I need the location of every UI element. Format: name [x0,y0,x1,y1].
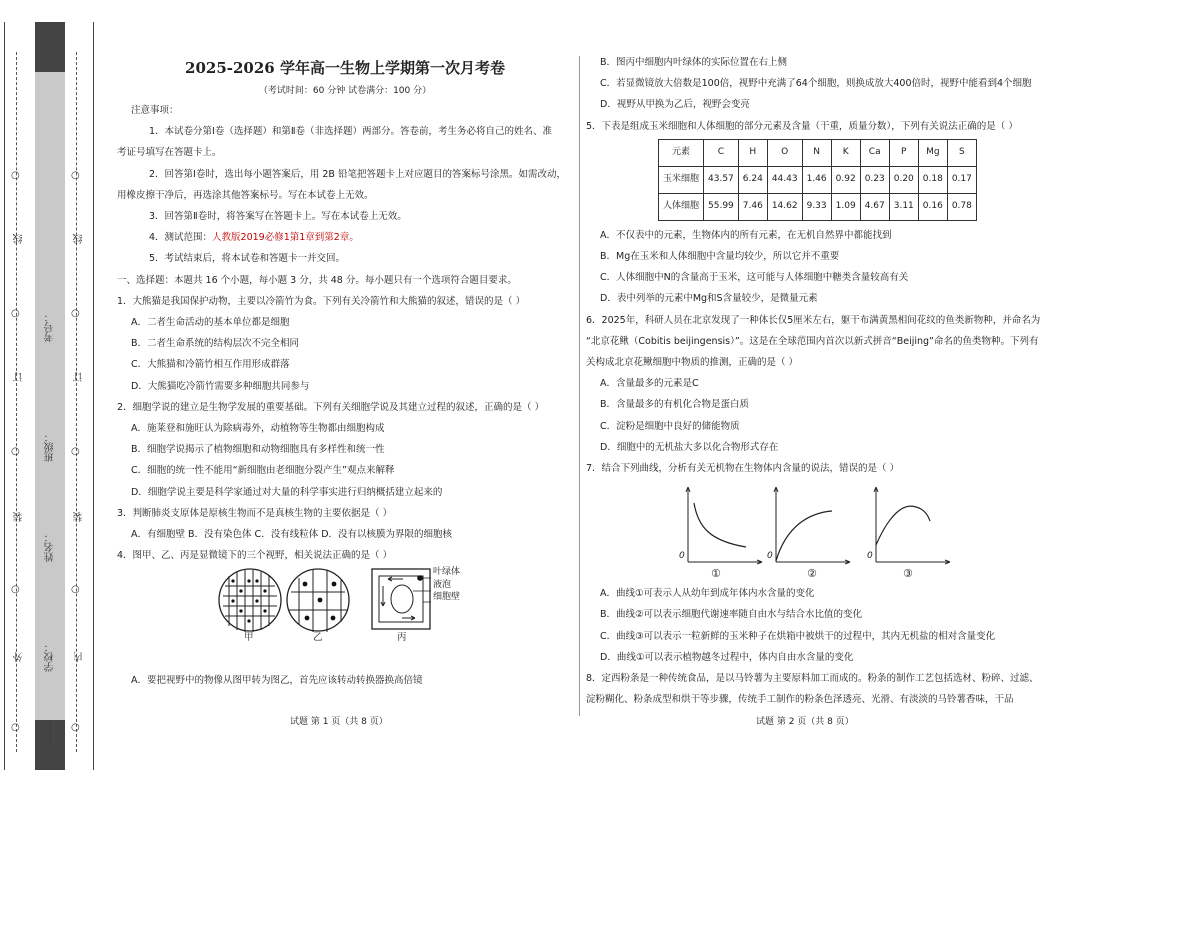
circle-mark: ○ [11,722,20,733]
exam-subtitle: （考试时间：60 分钟 试卷满分：100 分） [258,86,432,96]
q4-option-c: C．若显微镜放大倍数是100倍，视野中充满了64个细胞，则换成放大400倍时，视野中能看到4个细胞 [600,78,1032,90]
mark-ding-inner: 订 [74,372,85,382]
table-cell: 0.20 [889,166,918,193]
circle-mark: ○ [71,308,80,319]
notice-5: 5．考试结束后，将本试卷和答题卡一并交回。 [149,253,346,265]
q6-option-c: C．淀粉是细胞中良好的储能物质 [600,420,740,432]
table-cell: 3.11 [889,193,918,220]
microscope-figure [117,566,573,670]
microscope-svg [117,566,573,670]
table-header-cell: H [738,139,767,166]
q7-option-b: B．曲线②可以表示细胞代谢速率随自由水与结合水比值的变化 [600,609,863,621]
page-1-footer: 试题 第 1 页（共 8 页） [290,717,388,727]
label-chloroplast: 叶绿体 [433,567,461,578]
table-cell: 55.99 [704,193,739,220]
table-row [659,193,977,220]
table-cell: 0.16 [918,193,947,220]
inner-dash-line [76,52,77,752]
table-cell: 43.57 [704,166,739,193]
table-header-cell: N [802,139,831,166]
page-divider [579,56,580,716]
table-cell: 玉米细胞 [659,166,704,193]
q2-option-b: B．细胞学说揭示了植物细胞和动物细胞具有多样性和统一性 [131,444,385,456]
label-yi: 乙 [313,632,323,644]
label-vacuole: 液泡 [433,580,452,591]
circle-mark: ○ [71,170,80,181]
table-header-cell: O [767,139,802,166]
table-cell: 0.18 [918,166,947,193]
q2-option-a: A．施莱登和施旺认为除病毒外，动植物等生物都由细胞构成 [131,423,385,435]
graph-1 [686,487,762,564]
question-1: 1．大熊猫是我国保护动物，主要以冷箭竹为食。下列有关冷箭竹和大熊猫的叙述，错误的是（ ） [117,295,526,307]
table-row [659,166,977,193]
class-label: 班级： [45,432,56,462]
q6-option-a: A．含量最多的元素是C [600,378,699,390]
table-cell: 7.46 [738,193,767,220]
q5-option-b: B．Mg在玉米和人体细胞中含量均较少，所以它并不重要 [600,251,840,263]
q5-option-d: D．表中列举的元素中Mg和S含量较少，是微量元素 [600,293,818,305]
question-6-line3: 关构成北京花鳅细胞中物质的推测，正确的是（ ） [586,357,799,369]
notice-1b: 考证号填写在答题卡上。 [117,147,222,159]
notice-head: 注意事项： [131,105,179,116]
circle-mark: ○ [11,446,20,457]
table-cell: 1.09 [831,193,860,220]
binding-dots: …… [43,722,54,742]
question-7: 7．结合下列曲线，分析有关无机物在生物体内含量的说法，错误的是（ ） [586,463,900,475]
graph-3-label: ③ [903,567,913,581]
graph-2-origin: 0 [767,551,773,562]
graph-2-label: ② [807,567,817,581]
name-label: 姓名： [45,532,56,562]
mark-nei: 内 [74,652,85,662]
question-8-line2: 淀粉糊化、粉条成型和烘干等步骤，传统手工制作的粉条色泽透亮、光滑、有淡淡的马铃薯香味，干品 [586,694,1014,706]
q1-option-a: A．二者生命活动的基本单位都是细胞 [131,317,290,329]
notice-2b: 用橡皮擦干净后，再选涂其他答案标号。写在本试卷上无效。 [117,189,374,201]
notice-2a: 2．回答第Ⅰ卷时，选出每小题答案后，用 2B 铅笔把答题卡上对应题目的答案标号涂黑。如需改动， [149,168,566,180]
table-header-cell: Mg [918,139,947,166]
q4-option-d: D．视野从甲换为乙后，视野会变亮 [600,99,750,111]
graph-1-label: ① [711,567,721,581]
q7-option-c: C．曲线③可以表示一粒新鲜的玉米种子在烘箱中被烘干的过程中，其内无机盐的相对含量变化 [600,630,996,642]
table-cell: 人体细胞 [659,193,704,220]
circle-mark: ○ [11,308,20,319]
view-jia [219,569,281,632]
circle-mark: ○ [71,446,80,457]
table-cell: 0.78 [947,193,976,220]
page-1 [117,54,573,692]
question-6-line1: 6．2025年，科研人员在北京发现了一种体长仅5厘米左右，躯干布满黄黑相间花纹的鱼类新物种，并命名为 [586,314,1041,326]
q4-option-b: B．图丙中细胞内叶绿体的实际位置在右上侧 [600,57,788,68]
graph-2 [774,487,850,564]
mark-zhuang-inner: 装 [74,512,85,522]
q5-option-a: A．不仅表中的元素，生物体内的所有元素，在无机自然界中都能找到 [600,229,892,241]
view-yi [287,569,349,632]
table-cell: 1.46 [802,166,831,193]
question-8-line1: 8．定西粉条是一种传统食品，是以马铃薯为主要原料加工而成的。粉条的制作工艺包括选材、粉碎、过滤、 [586,673,1039,685]
table-header-cell: C [704,139,739,166]
table-header-cell: S [947,139,976,166]
table-header-cell: K [831,139,860,166]
table-header-cell: Ca [860,139,889,166]
label-jia: 甲 [244,632,254,644]
binding-strip [4,22,92,770]
circle-mark: ○ [71,584,80,595]
table-cell: 9.33 [802,193,831,220]
table-cell: 6.24 [738,166,767,193]
q5-option-c: C．人体细胞中N的含量高于玉米，这可能与人体细胞中糖类含量较高有关 [600,272,909,284]
notice-1a: 1．本试卷分第Ⅰ卷（选择题）和第Ⅱ卷（非选择题）两部分。答卷前，考生务必将自己的姓名、准 [149,126,553,138]
q1-option-d: D．大熊猫吃冷箭竹需要多种细胞共同参与 [131,380,310,392]
mark-wai: 外 [14,652,25,662]
circle-mark: ○ [11,170,20,181]
circle-mark: ○ [11,584,20,595]
curves-figure [586,479,1046,583]
circle-mark: ○ [71,722,80,733]
q2-option-d: D．细胞学说主要是科学家通过对大量的科学事实进行归纳概括建立起来的 [131,486,443,498]
question-6-line2: “北京花鳅（Cobitis beijingensis）”。这是在全球范围内首次以新式拼音“Beijing”命名的鱼类物种。下列有 [586,335,1039,347]
page-2 [586,52,1046,710]
element-table [658,139,977,221]
exam-title: 2025-2026 学年高一生物上学期第一次月考卷 [185,59,505,77]
mark-xian-inner: 线 [74,234,85,244]
mark-zhuang: 装 [14,512,25,522]
question-2: 2．细胞学说的建立是生物学发展的重要基础。下列有关细胞学说及其建立过程的叙述，正确的是（ ） [117,401,545,413]
table-cell: 4.67 [860,193,889,220]
q2-option-c: C．细胞的统一性不能用“新细胞由老细胞分裂产生”观点来解释 [131,465,395,477]
graph-1-origin: 0 [679,551,685,562]
section-1-heading: 一、选择题：本题共 16 个小题，每小题 3 分，共 48 分。每小题只有一个选项符合题目要求。 [117,274,517,286]
q6-option-d: D．细胞中的无机盐大多以化合物形式存在 [600,441,779,453]
q3-options: A．有细胞壁 B．没有染色体 C．没有线粒体 D．没有以核膜为界限的细胞核 [131,529,453,541]
table-header-cell: 元素 [659,139,704,166]
element-table-wrap [586,137,1046,225]
notice-4-prefix: 4．测试范围： [149,232,213,244]
q7-option-a: A．曲线①可表示人从幼年到成年体内水含量的变化 [600,588,815,600]
graph-3 [874,487,950,564]
exam-no-label: 考号： [45,312,56,342]
table-cell: 0.23 [860,166,889,193]
q7-option-d: D．曲线①可以表示植物越冬过程中，体内自由水含量的变化 [600,651,854,663]
binding-dark-top [35,22,65,72]
page-2-footer: 试题 第 2 页（共 8 页） [756,717,854,727]
question-3: 3．判断肺炎支原体是原核生物而不是真核生物的主要依据是（ ） [117,507,393,519]
label-bing: 丙 [397,632,407,644]
mark-xian: 线 [14,234,25,244]
mark-ding: 订 [14,372,25,382]
q1-option-b: B．二者生命系统的结构层次不完全相同 [131,338,300,350]
question-5: 5．下表是组成玉米细胞和人体细胞的部分元素及含量（干重，质量分数），下列有关说法正确的是（ ） [586,120,1018,132]
school-label: 学校： [45,642,56,672]
outer-dash-line [16,52,17,752]
graph-3-origin: 0 [867,551,873,562]
notice-4-scope: 人教版2019必修1第1章到第2章。 [212,232,359,244]
table-cell: 0.92 [831,166,860,193]
table-cell: 44.43 [767,166,802,193]
question-4: 4．图甲、乙、丙是显微镜下的三个视野，相关说法正确的是（ ） [117,550,393,562]
q6-option-b: B．含量最多的有机化合物是蛋白质 [600,399,750,411]
table-cell: 0.17 [947,166,976,193]
table-header-cell: P [889,139,918,166]
table-header-row [659,139,977,166]
notice-3: 3．回答第Ⅱ卷时，将答案写在答题卡上。写在本试卷上无效。 [149,211,407,223]
label-cell-wall: 细胞壁 [433,592,461,603]
view-bing [372,569,431,629]
q1-option-c: C．大熊猫和冷箭竹相互作用形成群落 [131,359,290,371]
table-cell: 14.62 [767,193,802,220]
q4-option-a: A．要把视野中的物像从图甲转为图乙，首先应该转动转换器换高倍镜 [131,675,423,687]
notice-4 [117,227,573,248]
